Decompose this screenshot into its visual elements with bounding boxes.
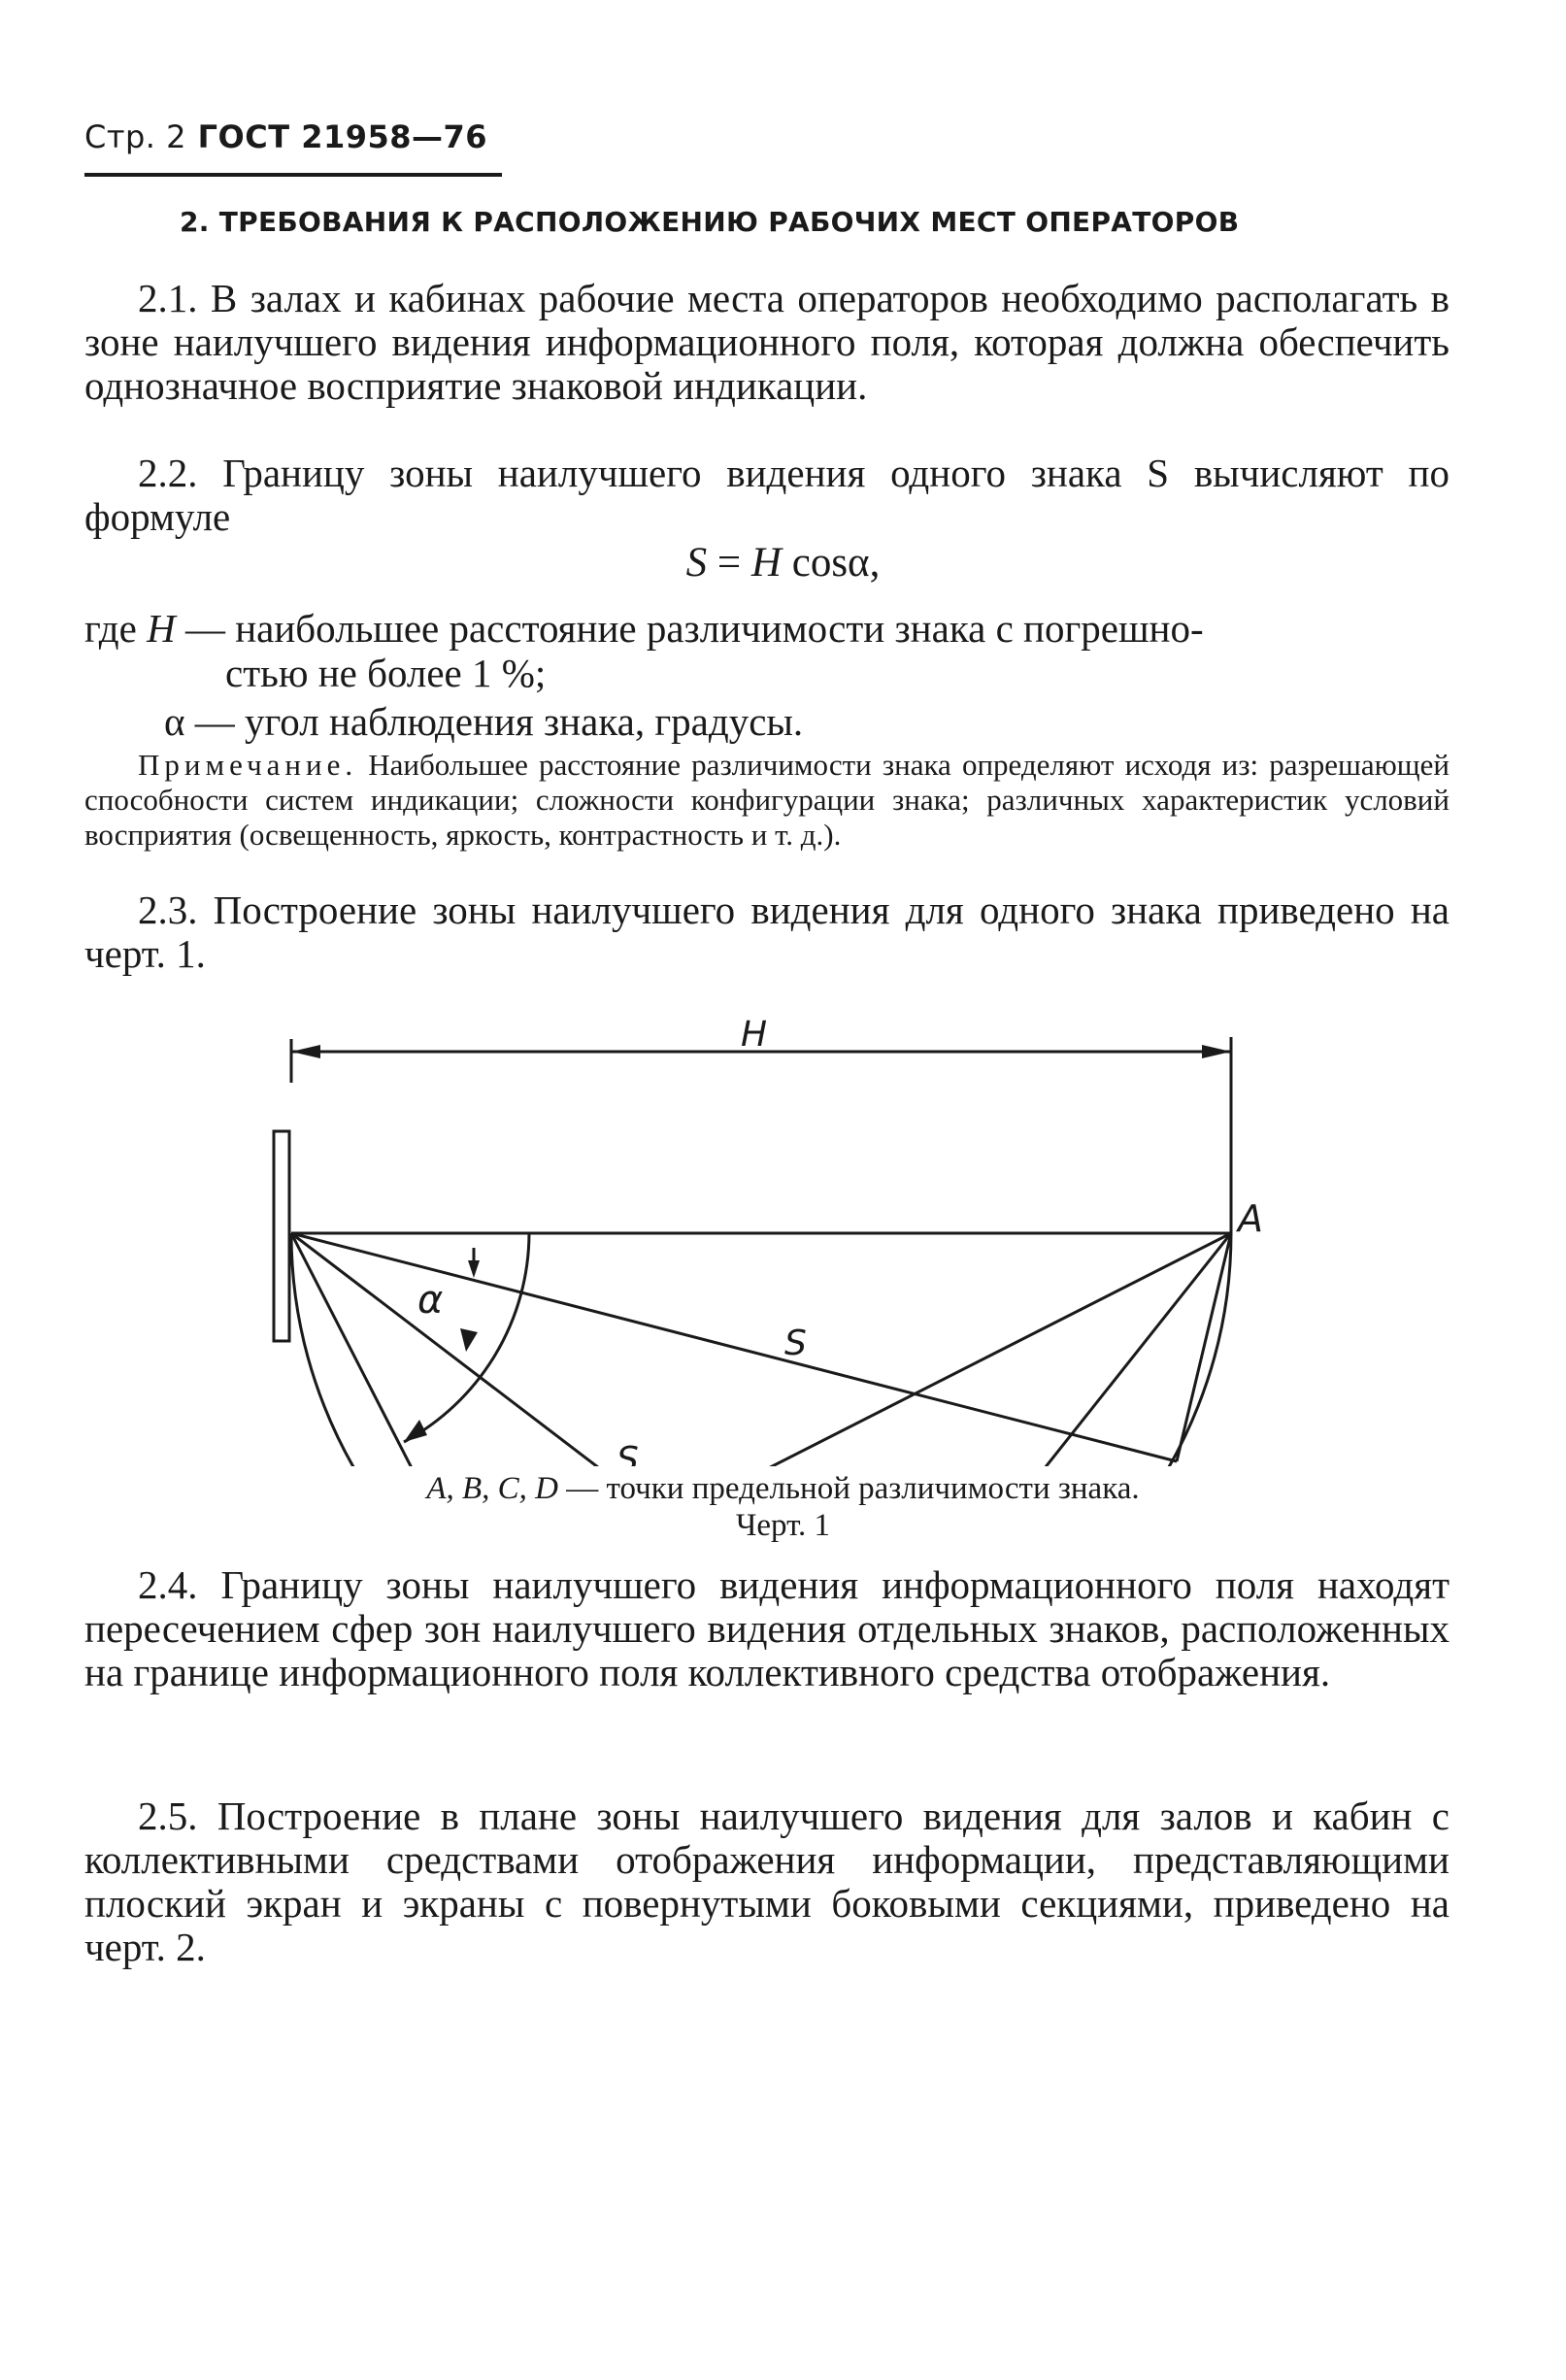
header-rule bbox=[84, 173, 502, 177]
formula-equals: = bbox=[707, 540, 751, 586]
screen-rect bbox=[274, 1131, 289, 1341]
paragraph-2-4-text: 2.4. Границу зоны наилучшего видения информационного поля находят пересечением сфер зон наилучшего видения отдельных знаков, расположенных на границе информационного поля коллективного средства отображения. bbox=[84, 1562, 1449, 1694]
where-a-symbol: α bbox=[164, 699, 185, 744]
paragraph-2-3 bbox=[84, 888, 1449, 976]
paragraph-2-1-text: 2.1. В залах и кабинах рабочие места операторов необходимо располагать в зоне наилучшего видения информационного поля, которая должна обеспечить однозначное восприятие знаковой индикации. bbox=[84, 276, 1449, 408]
label-s1: S bbox=[784, 1324, 807, 1363]
where-h-symbol: H bbox=[147, 606, 176, 651]
page-header bbox=[84, 118, 487, 155]
arrow-right bbox=[1202, 1045, 1231, 1058]
line-o-d bbox=[291, 1233, 485, 1466]
label-h: H bbox=[741, 1015, 768, 1055]
paragraph-2-4 bbox=[84, 1563, 1449, 1694]
angle-tick-arrow bbox=[468, 1260, 480, 1278]
formula-h: H bbox=[750, 540, 782, 586]
note-label: Примечание. bbox=[138, 748, 358, 782]
paragraph-2-2-text: 2.2. Границу зоны наилучшего видения одного знака S вычисляют по формуле bbox=[84, 451, 1449, 539]
figure-caption-points: A, B, C, D bbox=[426, 1471, 559, 1506]
label-a: A bbox=[1238, 1197, 1263, 1240]
paragraph-2-1 bbox=[84, 277, 1449, 408]
paragraph-2-5 bbox=[84, 1794, 1449, 1969]
label-s2: S bbox=[616, 1440, 639, 1466]
figure-caption-text: — точки предельной различимости знака. bbox=[558, 1471, 1140, 1506]
paragraph-2-5-text: 2.5. Построение в плане зоны наилучшего видения для залов и кабин с коллективными средствами отображения информации, представляющими плоский экран и экраны с повернутыми боковыми секциями, приведено на черт. 2. bbox=[84, 1793, 1449, 1969]
formula-s: S bbox=[685, 540, 708, 586]
arrow-left bbox=[291, 1045, 320, 1058]
formula bbox=[0, 539, 1566, 587]
note bbox=[84, 748, 1449, 853]
page-number: Стр. 2 bbox=[84, 118, 186, 155]
paragraph-2-2 bbox=[84, 452, 1449, 539]
note-text: Наибольшее расстояние различимости знака определяют исходя из: разрешающей способности систем индикации; сложности конфигурации знака; различных характеристик условий восприятия (освещенность, яркость, контрастность и т. д.). bbox=[84, 748, 1449, 852]
figure-number: Черт. 1 bbox=[735, 1508, 831, 1543]
figure-1-drawing bbox=[0, 1010, 1566, 1466]
line-a-c bbox=[877, 1233, 1231, 1466]
angle-arrow-mid bbox=[460, 1328, 478, 1352]
line-o-b bbox=[291, 1233, 1177, 1461]
where-a-definition: — угол наблюдения знака, градусы. bbox=[184, 699, 804, 744]
where-h-definition: — наибольшее расстояние различимости знака с погрешно- bbox=[175, 606, 1204, 651]
figure-caption bbox=[0, 1471, 1566, 1507]
angle-arrow-end bbox=[404, 1420, 427, 1442]
standard-code: ГОСТ 21958—76 bbox=[197, 118, 488, 155]
where-h-definition-cont: стью не более 1 %; bbox=[225, 651, 547, 695]
section-title: 2. ТРЕБОВАНИЯ К РАСПОЛОЖЕНИЮ РАБОЧИХ МЕСТ ОПЕРАТОРОВ bbox=[180, 206, 1240, 238]
paragraph-2-3-text: 2.3. Построение зоны наилучшего видения для одного знака приведено на черт. 1. bbox=[84, 888, 1449, 976]
figure-1 bbox=[0, 1010, 1566, 1471]
where-lead: где bbox=[84, 606, 137, 651]
label-alpha: α bbox=[417, 1278, 444, 1323]
line-a-d bbox=[485, 1233, 1231, 1466]
formula-cos: cosα, bbox=[781, 540, 881, 586]
